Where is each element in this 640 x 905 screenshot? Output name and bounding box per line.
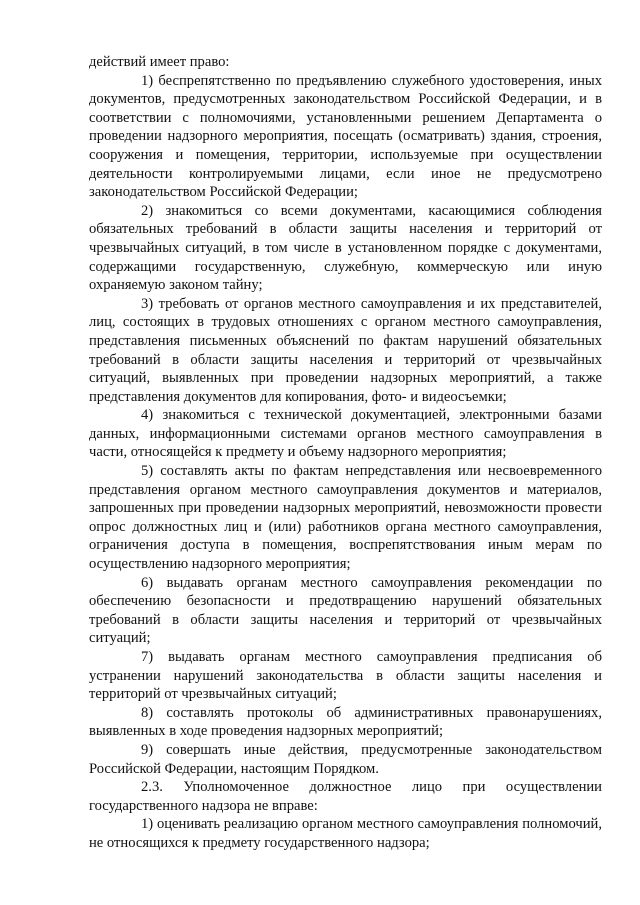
paragraph-right-9: 9) совершать иные действия, предусмотренные законодательством Российской Федерации, настоящим Порядком.: [89, 741, 602, 777]
paragraph-right-4: 4) знакомиться с технической документацией, электронными базами данных, информационными системами органов местного самоуправления в части, относящейся к предмету и объему надзорного мероприятия;: [89, 407, 602, 461]
paragraph-prohibition-1: 1) оценивать реализацию органом местного самоуправления полномочий, не относящихся к предмету государственного надзора;: [89, 816, 602, 851]
paragraph-right-5: 5) составлять акты по фактам непредставления или несвоевременного представления органом местного самоуправления документов и материалов, запрошенных при проведении надзорных мероприятий, невозможности провести опрос должностных лиц и (или) работников органа местного самоуправления, ограничения доступа в помещения, воспрепятствования иным мерам по осуществлению надзорного мероприятия;: [89, 463, 602, 573]
document-page: [89, 53, 602, 853]
paragraph-right-3: 3) требовать от органов местного самоуправления и их представителей, лиц, состоящих в трудовых отношениях с органом местного самоуправления, представления письменных объяснений по фактам нарушений обязательных требований в области защиты населения и территорий от чрезвычайных ситуаций, выявленных при проведении надзорных мероприятий, а также представления документов для копирования, фото- и видеосъемки;: [89, 295, 602, 405]
paragraph-right-1: 1) беспрепятственно по предъявлению служебного удостоверения, иных документов, предусмотренных законодательством Российской Федерации, и в соответствии с полномочиями, установленными решением Департамента о проведении надзорного мероприятия, посещать (осматривать) здания, строения, сооружения и помещения, территории, используемые при осуществлении деятельности контролируемыми лицами, если иное не предусмотрено законодательством Российской Федерации;: [89, 72, 602, 201]
paragraph-right-6: 6) выдавать органам местного самоуправления рекомендации по обеспечению безопасности и предотвращению нарушений обязательных требований в области защиты населения и территорий от чрезвычайных ситуаций;: [89, 574, 602, 647]
paragraph-right-8: 8) составлять протоколы об административных правонарушениях, выявленных в ходе проведения надзорных мероприятий;: [89, 704, 602, 740]
paragraph-right-2: 2) знакомиться со всеми документами, касающимися соблюдения обязательных требований в области защиты населения и территорий от чрезвычайных ситуаций, в том числе в установленном порядке с документами, содержащими государственную, служебную, коммерческую или иную охраняемую законом тайну;: [89, 202, 602, 294]
paragraph-right-7: 7) выдавать органам местного самоуправления предписания об устранении нарушений законодательства в области защиты населения и территорий от чрезвычайных ситуаций;: [89, 649, 602, 703]
section-2-3-heading: 2.3. Уполномоченное должностное лицо при осуществлении государственного надзора не вправе:: [89, 779, 602, 814]
lead-text: действий имеет право:: [89, 54, 230, 70]
